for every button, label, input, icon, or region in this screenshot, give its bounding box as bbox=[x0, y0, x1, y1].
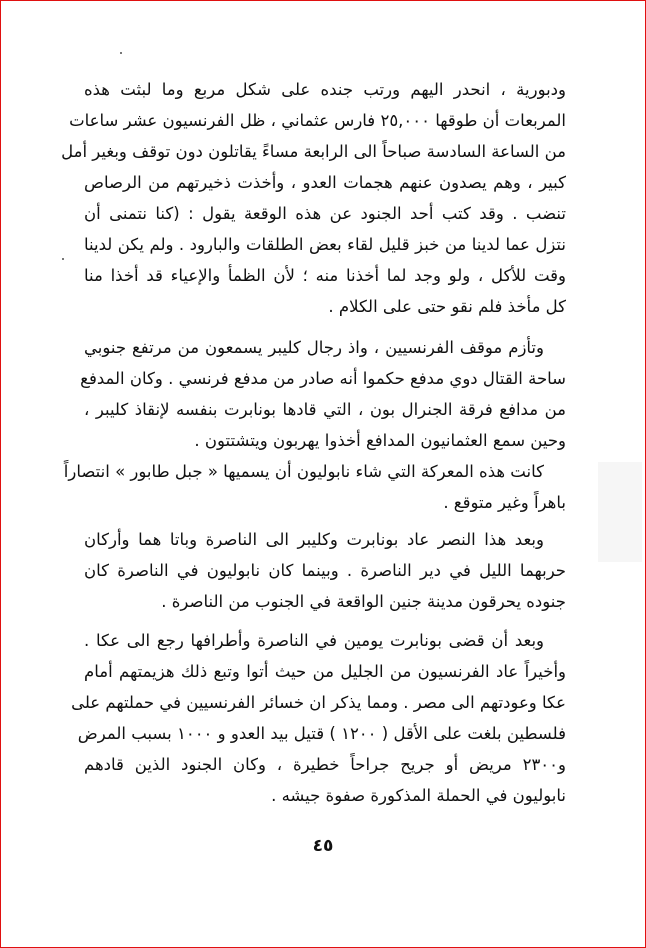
text-line: و٢٣٠٠ مريض أو جريح جراحاً خطيرة ، وكان الجنود الذين قادهم bbox=[84, 755, 566, 774]
text-line: وبعد أن قضى بونابرت يومين في الناصرة وأطرافها رجع الى عكا . bbox=[84, 631, 544, 650]
text-line: وتأزم موقف الفرنسيين ، واذ رجال كليبر يسمعون من مرتفع جنوبي bbox=[84, 338, 544, 357]
page-number: ٤٥ bbox=[312, 836, 334, 856]
text-line: وحين سمع العثمانيون المدافع أخذوا يهربون ويتشتتون . bbox=[194, 431, 566, 450]
text-line: ساحة القتال دوي مدفع حكموا أنه صادر من مدفع فرنسي . وكان المدفع bbox=[80, 369, 566, 388]
page-body bbox=[61, 74, 566, 811]
scan-speck bbox=[120, 52, 122, 54]
text-line: باهراً وغير متوقع . bbox=[443, 493, 566, 512]
paragraph-gap bbox=[84, 322, 566, 332]
text-line: حربهما الليل في دير الناصرة . وبينما كان نابوليون في الناصرة كان bbox=[84, 561, 566, 580]
text-line: فلسطين بلغت على الأقل ( ١٢٠٠ ) قتيل بيد العدو و ١٠٠٠ بسبب المرض bbox=[77, 724, 566, 743]
paragraph bbox=[63, 456, 566, 518]
text-line: ودبورية ، انحدر اليهم ورتب جنده على شكل مربع وما لبثت هذه bbox=[84, 80, 566, 99]
text-line: كانت هذه المعركة التي شاء نابوليون أن يسميها « جبل طابور » انتصاراً bbox=[63, 462, 544, 481]
paragraph bbox=[80, 332, 566, 456]
text-line: وأخيراً عاد الفرنسيون من الجليل من حيث أتوا وتبع ذلك هزيمتهم أمام bbox=[84, 662, 566, 681]
text-line: نابوليون في الحملة المذكورة صفوة جيشه . bbox=[271, 786, 566, 805]
text-line: من مدافع فرقة الجنرال بون ، التي قادها بونابرت بنفسه لإنقاذ كليبر ، bbox=[84, 400, 566, 419]
paragraph bbox=[71, 625, 566, 811]
text-line: عكا وعودتهم الى مصر . ومما يذكر ان خسائر الفرنسيين في حملتهم على bbox=[71, 693, 566, 712]
text-line: كل مأخذ فلم نقو حتى على الكلام . bbox=[328, 297, 566, 316]
paragraph bbox=[84, 524, 566, 617]
scan-shadow bbox=[598, 462, 642, 562]
text-line: جنوده يحرقون مدينة جنين الواقعة في الجنوب من الناصرة . bbox=[161, 592, 566, 611]
text-line: كبير ، وهم يصدون عنهم هجمات العدو ، وأخذت ذخيرتهم من الرصاص bbox=[84, 173, 566, 192]
scan-speck bbox=[62, 258, 64, 260]
paragraph-gap bbox=[84, 617, 566, 625]
text-line: المربعات أن طوقها ٢٥,٠٠٠ فارس عثماني ، ظل الفرنسيون عشر ساعات bbox=[69, 111, 566, 130]
text-line: نتزل عما لدينا من خبز قليل لقاء بعض الطلقات والبارود . ولم يكن لدينا bbox=[84, 235, 566, 254]
text-line: وقت للأكل ، ولو وجد لما أخذنا منه ؛ لأن الظمأ والإعياء قد أخذا منا bbox=[84, 266, 566, 285]
text-line: وبعد هذا النصر عاد بونابرت وكليبر الى الناصرة وباتا هما وأركان bbox=[84, 530, 544, 549]
text-line: من الساعة السادسة صباحاً الى الرابعة مساءً يقاتلون دون توقف وبغير أمل bbox=[61, 142, 566, 161]
text-line: تنضب . وقد كتب أحد الجنود عن هذه الوقعة يقول : (كنا نتمنى أن bbox=[84, 204, 566, 223]
paragraph bbox=[61, 74, 566, 322]
